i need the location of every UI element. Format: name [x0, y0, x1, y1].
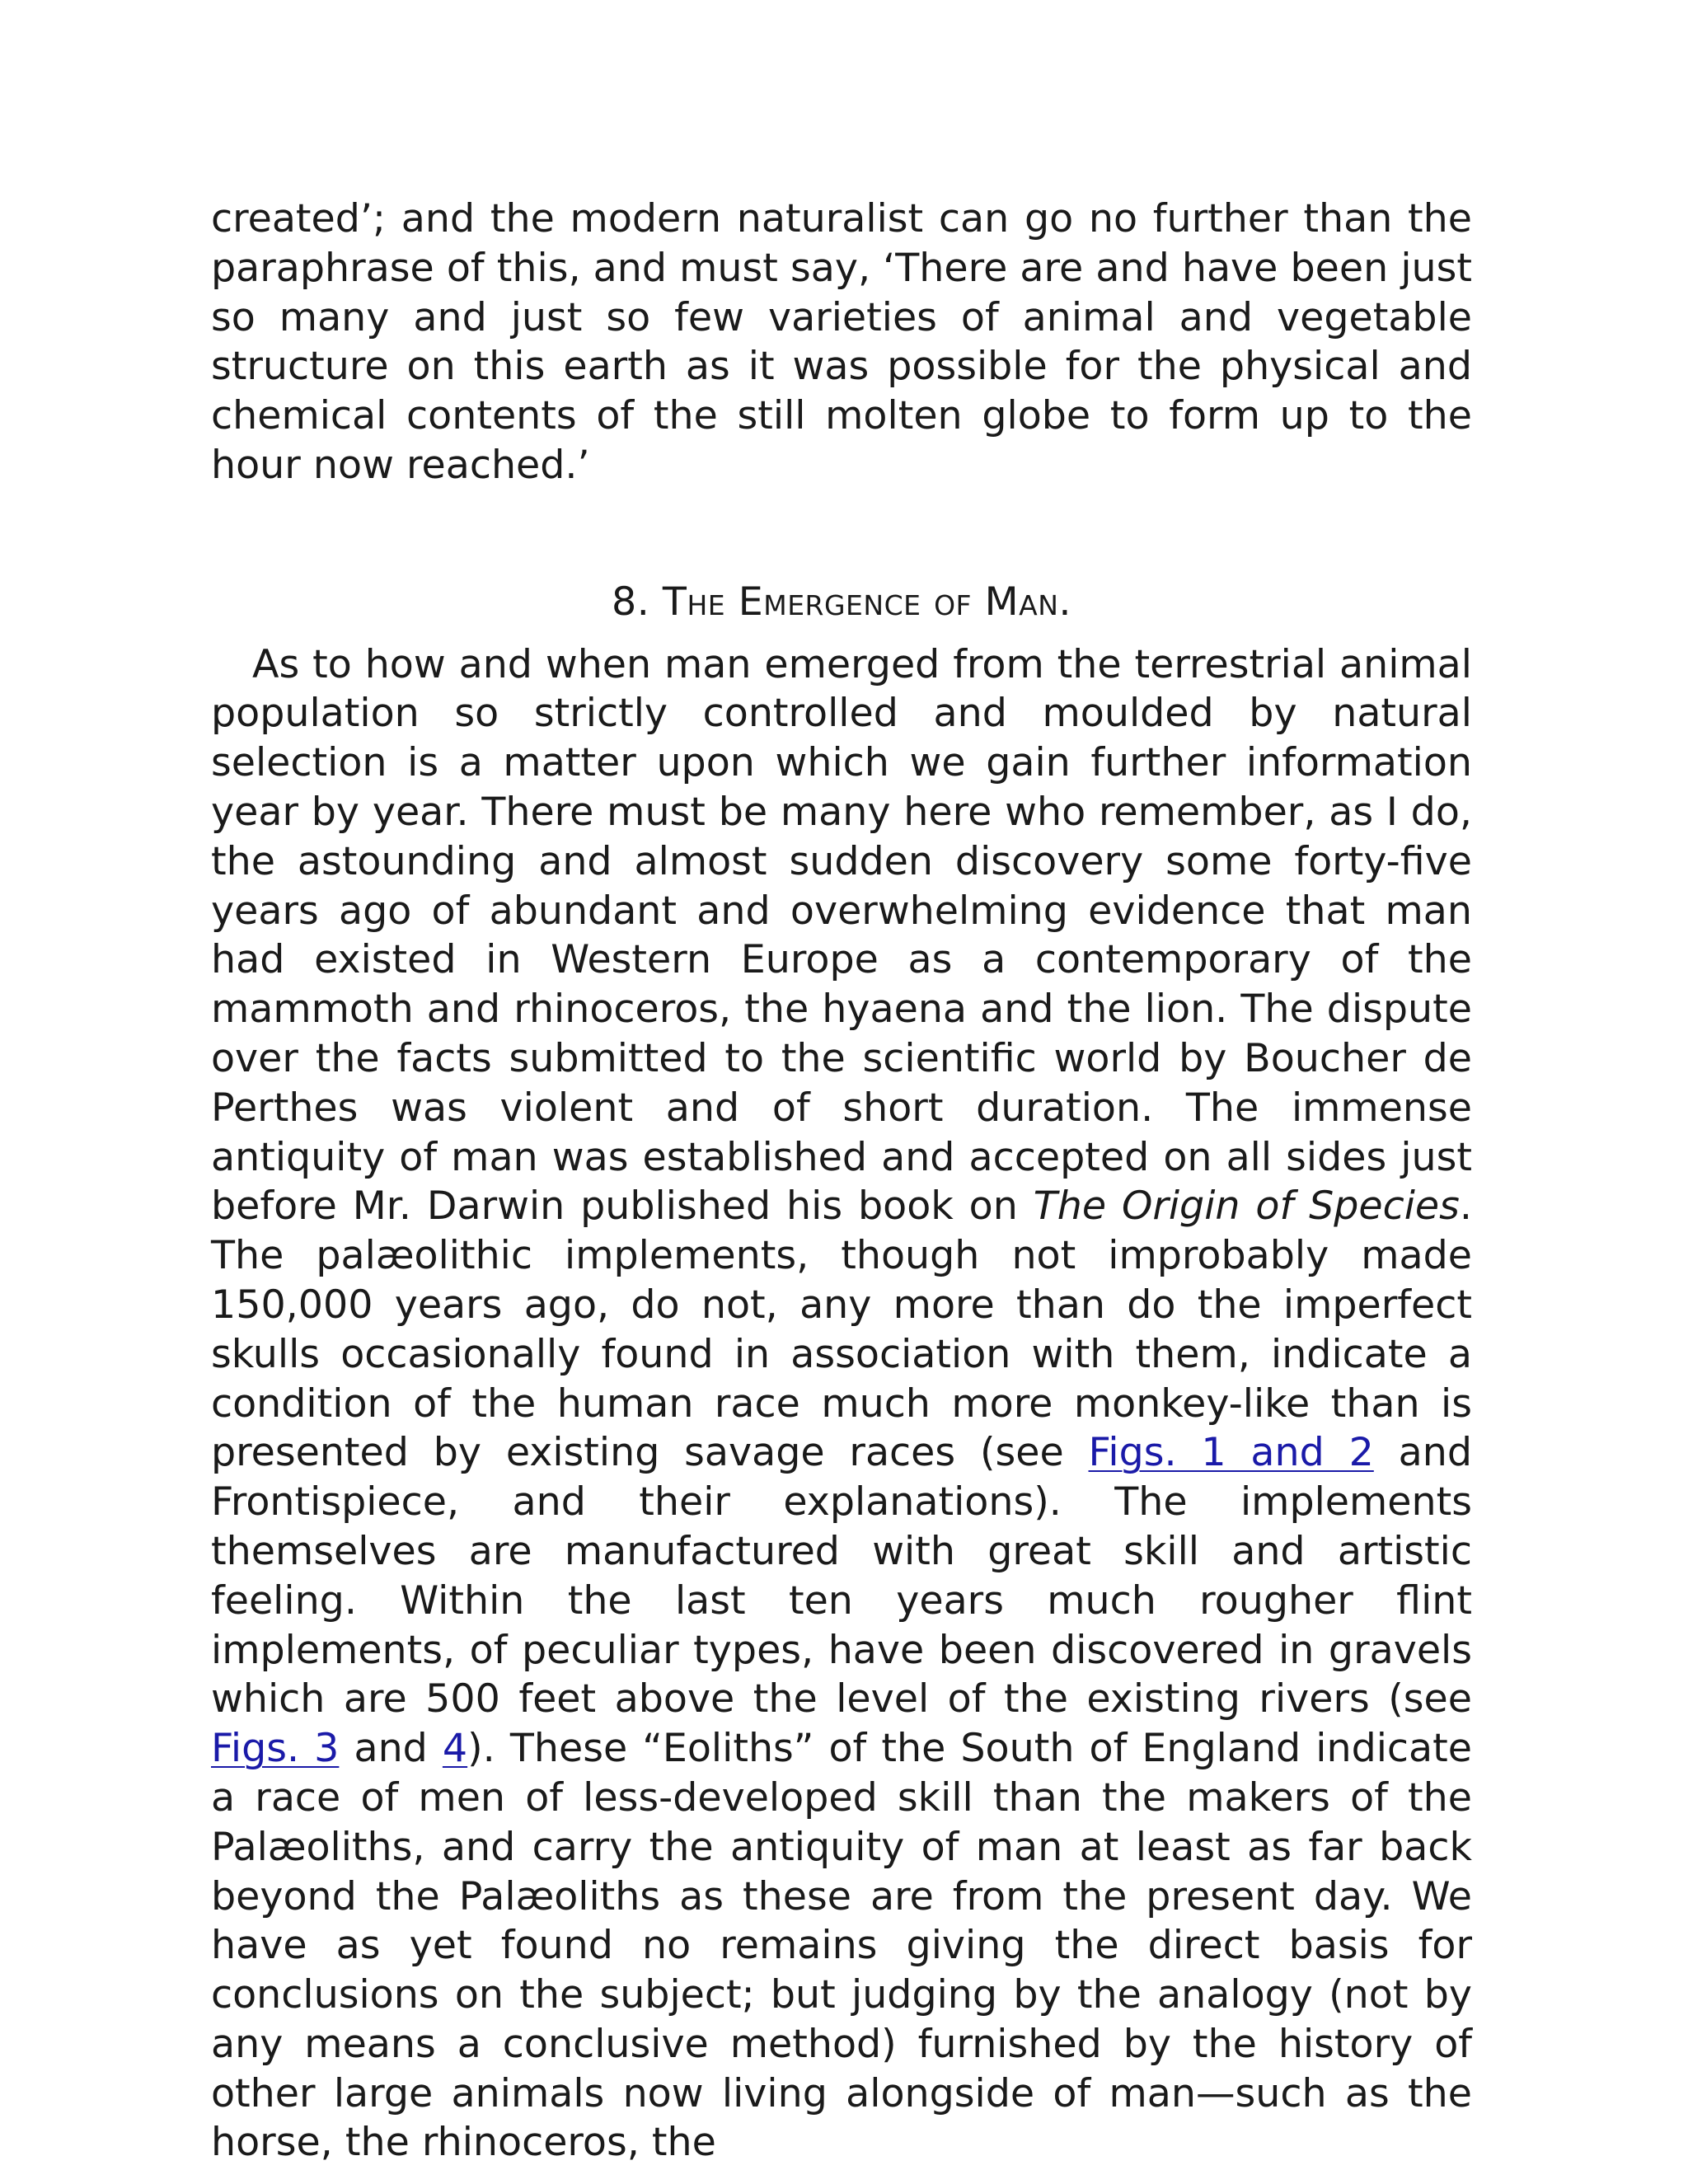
book-page — [211, 194, 1472, 2168]
paragraph-text: . The palæolithic implements, though not improbably made 150,000 years ago, do not, any more than do the imperfect skulls occasionally found in association with them, indicate a condition of the human race much more monkey-like than is presented by existing savage races (see — [211, 1183, 1472, 1476]
book-title: The Origin of Species — [1033, 1183, 1460, 1230]
paragraph-continued: created’; and the modern naturalist can go no further than the paraphrase of this, and must say, ‘There are and have been just so many and just so few varieties of animal and vegetable structure on this earth as it was possible for the physical and chemical contents of the still molten globe to form up to the hour now reached.’ — [211, 196, 1472, 488]
paragraph-text: and Frontispiece, and their explanations). The implements themselves are manufactured with great skill and artistic feeling. Within the last ten years much rougher flint implements, of peculiar types, have been discovered in gravels which are 500 feet above the level of the existing rivers (see — [211, 1430, 1472, 1722]
link-figs-1-and-2[interactable]: Figs. 1 and 2 — [1088, 1430, 1374, 1476]
paragraph-text: and — [339, 1726, 443, 1772]
paragraph-text: ). These “Eoliths” of the South of England indicate a race of men of less-developed skill than the makers of the Palæoliths, and carry the antiquity of man at least as far back beyond the Palæoliths as these are from the present day. We have as yet found no remains giving the direct basis for conclusions on the subject; but judging by the analogy (not by any means a conclusive method) furnished by the history of other large animals now living alongside of man—such as the horse, the rhinoceros, the — [211, 1726, 1473, 2166]
link-fig-4[interactable]: 4 — [442, 1726, 468, 1772]
paragraph-emergence-of-man — [211, 640, 1472, 2168]
link-figs-3[interactable]: Figs. 3 — [211, 1726, 340, 1772]
paragraph-text: As to how and when man emerged from the terrestrial animal population so strictly controlled and moulded by natural selection is a matter upon which we gain further information year by year. There must be many here who remember, as I do, the astounding and almost sudden discovery some forty-five years ago of abundant and overwhelming evidence that man had existed in Western Europe as a contemporary of the mammoth and rhinoceros, the hyaena and the lion. The dispute over the facts submitted to the scientific world by Boucher de Perthes was violent and of short duration. The immense antiquity of man was established and accepted on all sides just before Mr. Darwin published his book on — [211, 641, 1472, 1230]
section-heading: 8. The Emergence of Man. — [612, 579, 1071, 625]
